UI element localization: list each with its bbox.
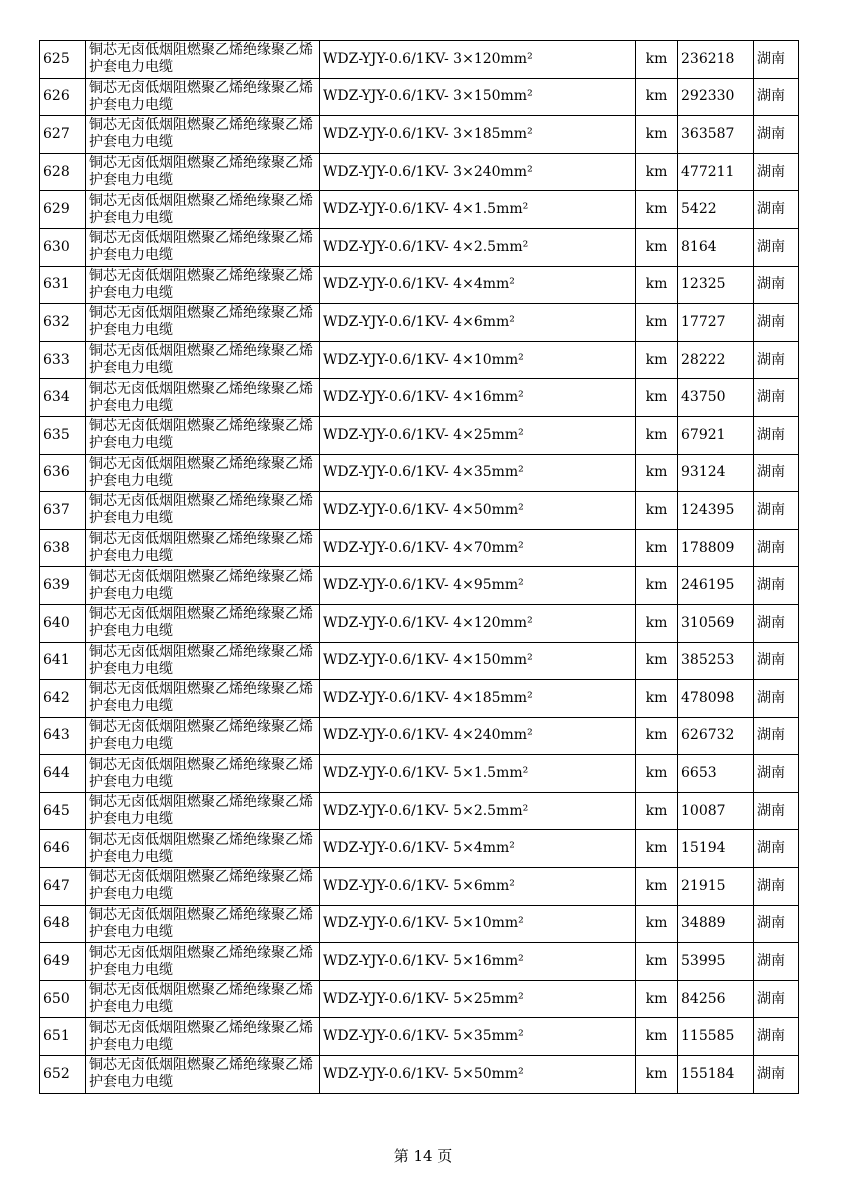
row-number-cell: 640 bbox=[40, 604, 86, 642]
product-name-cell: 铜芯无卤低烟阻燃聚乙烯绝缘聚乙烯护套电力电缆 bbox=[86, 304, 320, 342]
model-spec-cell: WDZ-YJY-0.6/1KV- 4×4mm² bbox=[320, 266, 636, 304]
row-number-cell: 649 bbox=[40, 943, 86, 981]
region-cell: 湖南 bbox=[754, 792, 799, 830]
region-cell: 湖南 bbox=[754, 980, 799, 1018]
table-row bbox=[40, 78, 799, 116]
region-cell: 湖南 bbox=[754, 492, 799, 530]
unit-cell: km bbox=[636, 191, 678, 229]
product-name-cell: 铜芯无卤低烟阻燃聚乙烯绝缘聚乙烯护套电力电缆 bbox=[86, 604, 320, 642]
product-name-cell: 铜芯无卤低烟阻燃聚乙烯绝缘聚乙烯护套电力电缆 bbox=[86, 153, 320, 191]
price-cell: 21915 bbox=[678, 868, 754, 906]
region-cell: 湖南 bbox=[754, 41, 799, 79]
unit-cell: km bbox=[636, 379, 678, 417]
row-number-cell: 639 bbox=[40, 567, 86, 605]
region-cell: 湖南 bbox=[754, 680, 799, 718]
model-spec-cell: WDZ-YJY-0.6/1KV- 3×120mm² bbox=[320, 41, 636, 79]
row-number-cell: 629 bbox=[40, 191, 86, 229]
region-cell: 湖南 bbox=[754, 191, 799, 229]
price-cell: 124395 bbox=[678, 492, 754, 530]
table-row bbox=[40, 416, 799, 454]
unit-cell: km bbox=[636, 567, 678, 605]
unit-cell: km bbox=[636, 266, 678, 304]
unit-cell: km bbox=[636, 41, 678, 79]
model-spec-cell: WDZ-YJY-0.6/1KV- 5×50mm² bbox=[320, 1056, 636, 1094]
region-cell: 湖南 bbox=[754, 1056, 799, 1094]
price-cell: 155184 bbox=[678, 1056, 754, 1094]
model-spec-cell: WDZ-YJY-0.6/1KV- 3×150mm² bbox=[320, 78, 636, 116]
unit-cell: km bbox=[636, 1056, 678, 1094]
table-row bbox=[40, 379, 799, 417]
price-cell: 93124 bbox=[678, 454, 754, 492]
model-spec-cell: WDZ-YJY-0.6/1KV- 5×2.5mm² bbox=[320, 792, 636, 830]
unit-cell: km bbox=[636, 1018, 678, 1056]
row-number-cell: 647 bbox=[40, 868, 86, 906]
table-row bbox=[40, 717, 799, 755]
table-row bbox=[40, 680, 799, 718]
row-number-cell: 641 bbox=[40, 642, 86, 680]
region-cell: 湖南 bbox=[754, 153, 799, 191]
row-number-cell: 625 bbox=[40, 41, 86, 79]
price-cell: 478098 bbox=[678, 680, 754, 718]
model-spec-cell: WDZ-YJY-0.6/1KV- 4×25mm² bbox=[320, 416, 636, 454]
price-cell: 67921 bbox=[678, 416, 754, 454]
model-spec-cell: WDZ-YJY-0.6/1KV- 4×150mm² bbox=[320, 642, 636, 680]
table-row bbox=[40, 642, 799, 680]
price-cell: 10087 bbox=[678, 792, 754, 830]
model-spec-cell: WDZ-YJY-0.6/1KV- 5×10mm² bbox=[320, 905, 636, 943]
unit-cell: km bbox=[636, 529, 678, 567]
region-cell: 湖南 bbox=[754, 529, 799, 567]
product-name-cell: 铜芯无卤低烟阻燃聚乙烯绝缘聚乙烯护套电力电缆 bbox=[86, 492, 320, 530]
model-spec-cell: WDZ-YJY-0.6/1KV- 4×70mm² bbox=[320, 529, 636, 567]
unit-cell: km bbox=[636, 905, 678, 943]
product-name-cell: 铜芯无卤低烟阻燃聚乙烯绝缘聚乙烯护套电力电缆 bbox=[86, 228, 320, 266]
table-row bbox=[40, 868, 799, 906]
table-row bbox=[40, 228, 799, 266]
table-row bbox=[40, 341, 799, 379]
model-spec-cell: WDZ-YJY-0.6/1KV- 5×4mm² bbox=[320, 830, 636, 868]
model-spec-cell: WDZ-YJY-0.6/1KV- 5×16mm² bbox=[320, 943, 636, 981]
model-spec-cell: WDZ-YJY-0.6/1KV- 4×185mm² bbox=[320, 680, 636, 718]
price-cell: 246195 bbox=[678, 567, 754, 605]
model-spec-cell: WDZ-YJY-0.6/1KV- 4×50mm² bbox=[320, 492, 636, 530]
price-cell: 310569 bbox=[678, 604, 754, 642]
product-name-cell: 铜芯无卤低烟阻燃聚乙烯绝缘聚乙烯护套电力电缆 bbox=[86, 642, 320, 680]
model-spec-cell: WDZ-YJY-0.6/1KV- 4×10mm² bbox=[320, 341, 636, 379]
model-spec-cell: WDZ-YJY-0.6/1KV- 5×35mm² bbox=[320, 1018, 636, 1056]
model-spec-cell: WDZ-YJY-0.6/1KV- 4×120mm² bbox=[320, 604, 636, 642]
product-name-cell: 铜芯无卤低烟阻燃聚乙烯绝缘聚乙烯护套电力电缆 bbox=[86, 529, 320, 567]
unit-cell: km bbox=[636, 454, 678, 492]
row-number-cell: 642 bbox=[40, 680, 86, 718]
unit-cell: km bbox=[636, 492, 678, 530]
region-cell: 湖南 bbox=[754, 755, 799, 793]
unit-cell: km bbox=[636, 153, 678, 191]
product-name-cell: 铜芯无卤低烟阻燃聚乙烯绝缘聚乙烯护套电力电缆 bbox=[86, 266, 320, 304]
model-spec-cell: WDZ-YJY-0.6/1KV- 5×6mm² bbox=[320, 868, 636, 906]
table-row bbox=[40, 830, 799, 868]
product-name-cell: 铜芯无卤低烟阻燃聚乙烯绝缘聚乙烯护套电力电缆 bbox=[86, 792, 320, 830]
table-row bbox=[40, 116, 799, 154]
product-name-cell: 铜芯无卤低烟阻燃聚乙烯绝缘聚乙烯护套电力电缆 bbox=[86, 717, 320, 755]
price-cell: 236218 bbox=[678, 41, 754, 79]
unit-cell: km bbox=[636, 792, 678, 830]
unit-cell: km bbox=[636, 604, 678, 642]
region-cell: 湖南 bbox=[754, 1018, 799, 1056]
table-row bbox=[40, 943, 799, 981]
row-number-cell: 643 bbox=[40, 717, 86, 755]
row-number-cell: 631 bbox=[40, 266, 86, 304]
product-name-cell: 铜芯无卤低烟阻燃聚乙烯绝缘聚乙烯护套电力电缆 bbox=[86, 680, 320, 718]
table-row bbox=[40, 304, 799, 342]
price-table bbox=[39, 40, 799, 1094]
region-cell: 湖南 bbox=[754, 642, 799, 680]
row-number-cell: 627 bbox=[40, 116, 86, 154]
unit-cell: km bbox=[636, 980, 678, 1018]
model-spec-cell: WDZ-YJY-0.6/1KV- 4×1.5mm² bbox=[320, 191, 636, 229]
row-number-cell: 633 bbox=[40, 341, 86, 379]
unit-cell: km bbox=[636, 78, 678, 116]
row-number-cell: 644 bbox=[40, 755, 86, 793]
page-number: 第 14 页 bbox=[393, 1147, 453, 1165]
region-cell: 湖南 bbox=[754, 78, 799, 116]
row-number-cell: 636 bbox=[40, 454, 86, 492]
product-name-cell: 铜芯无卤低烟阻燃聚乙烯绝缘聚乙烯护套电力电缆 bbox=[86, 416, 320, 454]
product-name-cell: 铜芯无卤低烟阻燃聚乙烯绝缘聚乙烯护套电力电缆 bbox=[86, 1018, 320, 1056]
price-cell: 53995 bbox=[678, 943, 754, 981]
price-cell: 6653 bbox=[678, 755, 754, 793]
product-name-cell: 铜芯无卤低烟阻燃聚乙烯绝缘聚乙烯护套电力电缆 bbox=[86, 830, 320, 868]
row-number-cell: 632 bbox=[40, 304, 86, 342]
model-spec-cell: WDZ-YJY-0.6/1KV- 5×1.5mm² bbox=[320, 755, 636, 793]
unit-cell: km bbox=[636, 943, 678, 981]
price-cell: 115585 bbox=[678, 1018, 754, 1056]
region-cell: 湖南 bbox=[754, 830, 799, 868]
product-name-cell: 铜芯无卤低烟阻燃聚乙烯绝缘聚乙烯护套电力电缆 bbox=[86, 943, 320, 981]
price-cell: 28222 bbox=[678, 341, 754, 379]
model-spec-cell: WDZ-YJY-0.6/1KV- 4×6mm² bbox=[320, 304, 636, 342]
row-number-cell: 648 bbox=[40, 905, 86, 943]
row-number-cell: 628 bbox=[40, 153, 86, 191]
region-cell: 湖南 bbox=[754, 604, 799, 642]
price-cell: 15194 bbox=[678, 830, 754, 868]
table-row bbox=[40, 604, 799, 642]
region-cell: 湖南 bbox=[754, 943, 799, 981]
region-cell: 湖南 bbox=[754, 304, 799, 342]
unit-cell: km bbox=[636, 830, 678, 868]
region-cell: 湖南 bbox=[754, 717, 799, 755]
row-number-cell: 652 bbox=[40, 1056, 86, 1094]
row-number-cell: 638 bbox=[40, 529, 86, 567]
region-cell: 湖南 bbox=[754, 905, 799, 943]
table-row bbox=[40, 905, 799, 943]
row-number-cell: 646 bbox=[40, 830, 86, 868]
region-cell: 湖南 bbox=[754, 379, 799, 417]
region-cell: 湖南 bbox=[754, 266, 799, 304]
table-row bbox=[40, 755, 799, 793]
product-name-cell: 铜芯无卤低烟阻燃聚乙烯绝缘聚乙烯护套电力电缆 bbox=[86, 868, 320, 906]
region-cell: 湖南 bbox=[754, 454, 799, 492]
row-number-cell: 645 bbox=[40, 792, 86, 830]
price-cell: 363587 bbox=[678, 116, 754, 154]
row-number-cell: 637 bbox=[40, 492, 86, 530]
row-number-cell: 626 bbox=[40, 78, 86, 116]
product-name-cell: 铜芯无卤低烟阻燃聚乙烯绝缘聚乙烯护套电力电缆 bbox=[86, 567, 320, 605]
product-name-cell: 铜芯无卤低烟阻燃聚乙烯绝缘聚乙烯护套电力电缆 bbox=[86, 191, 320, 229]
region-cell: 湖南 bbox=[754, 868, 799, 906]
model-spec-cell: WDZ-YJY-0.6/1KV- 4×16mm² bbox=[320, 379, 636, 417]
price-cell: 12325 bbox=[678, 266, 754, 304]
region-cell: 湖南 bbox=[754, 116, 799, 154]
model-spec-cell: WDZ-YJY-0.6/1KV- 4×240mm² bbox=[320, 717, 636, 755]
row-number-cell: 635 bbox=[40, 416, 86, 454]
model-spec-cell: WDZ-YJY-0.6/1KV- 3×240mm² bbox=[320, 153, 636, 191]
model-spec-cell: WDZ-YJY-0.6/1KV- 4×95mm² bbox=[320, 567, 636, 605]
table-row bbox=[40, 454, 799, 492]
row-number-cell: 634 bbox=[40, 379, 86, 417]
unit-cell: km bbox=[636, 642, 678, 680]
table-row bbox=[40, 980, 799, 1018]
unit-cell: km bbox=[636, 228, 678, 266]
price-cell: 178809 bbox=[678, 529, 754, 567]
table-row bbox=[40, 492, 799, 530]
table-row bbox=[40, 191, 799, 229]
table-row bbox=[40, 567, 799, 605]
table-row bbox=[40, 1056, 799, 1094]
price-cell: 34889 bbox=[678, 905, 754, 943]
product-name-cell: 铜芯无卤低烟阻燃聚乙烯绝缘聚乙烯护套电力电缆 bbox=[86, 341, 320, 379]
unit-cell: km bbox=[636, 717, 678, 755]
product-name-cell: 铜芯无卤低烟阻燃聚乙烯绝缘聚乙烯护套电力电缆 bbox=[86, 1056, 320, 1094]
price-cell: 8164 bbox=[678, 228, 754, 266]
product-name-cell: 铜芯无卤低烟阻燃聚乙烯绝缘聚乙烯护套电力电缆 bbox=[86, 41, 320, 79]
product-name-cell: 铜芯无卤低烟阻燃聚乙烯绝缘聚乙烯护套电力电缆 bbox=[86, 78, 320, 116]
table-row bbox=[40, 529, 799, 567]
unit-cell: km bbox=[636, 416, 678, 454]
row-number-cell: 651 bbox=[40, 1018, 86, 1056]
region-cell: 湖南 bbox=[754, 416, 799, 454]
region-cell: 湖南 bbox=[754, 567, 799, 605]
price-cell: 5422 bbox=[678, 191, 754, 229]
model-spec-cell: WDZ-YJY-0.6/1KV- 5×25mm² bbox=[320, 980, 636, 1018]
product-name-cell: 铜芯无卤低烟阻燃聚乙烯绝缘聚乙烯护套电力电缆 bbox=[86, 379, 320, 417]
price-cell: 626732 bbox=[678, 717, 754, 755]
table-row bbox=[40, 153, 799, 191]
unit-cell: km bbox=[636, 680, 678, 718]
model-spec-cell: WDZ-YJY-0.6/1KV- 4×2.5mm² bbox=[320, 228, 636, 266]
price-cell: 477211 bbox=[678, 153, 754, 191]
model-spec-cell: WDZ-YJY-0.6/1KV- 4×35mm² bbox=[320, 454, 636, 492]
product-name-cell: 铜芯无卤低烟阻燃聚乙烯绝缘聚乙烯护套电力电缆 bbox=[86, 905, 320, 943]
table-row bbox=[40, 41, 799, 79]
row-number-cell: 650 bbox=[40, 980, 86, 1018]
price-cell: 43750 bbox=[678, 379, 754, 417]
price-table-body bbox=[40, 41, 799, 1094]
price-cell: 385253 bbox=[678, 642, 754, 680]
unit-cell: km bbox=[636, 304, 678, 342]
product-name-cell: 铜芯无卤低烟阻燃聚乙烯绝缘聚乙烯护套电力电缆 bbox=[86, 755, 320, 793]
product-name-cell: 铜芯无卤低烟阻燃聚乙烯绝缘聚乙烯护套电力电缆 bbox=[86, 454, 320, 492]
unit-cell: km bbox=[636, 341, 678, 379]
price-cell: 292330 bbox=[678, 78, 754, 116]
table-row bbox=[40, 266, 799, 304]
product-name-cell: 铜芯无卤低烟阻燃聚乙烯绝缘聚乙烯护套电力电缆 bbox=[86, 116, 320, 154]
table-row bbox=[40, 792, 799, 830]
price-cell: 84256 bbox=[678, 980, 754, 1018]
table-row bbox=[40, 1018, 799, 1056]
row-number-cell: 630 bbox=[40, 228, 86, 266]
unit-cell: km bbox=[636, 755, 678, 793]
product-name-cell: 铜芯无卤低烟阻燃聚乙烯绝缘聚乙烯护套电力电缆 bbox=[86, 980, 320, 1018]
model-spec-cell: WDZ-YJY-0.6/1KV- 3×185mm² bbox=[320, 116, 636, 154]
unit-cell: km bbox=[636, 868, 678, 906]
region-cell: 湖南 bbox=[754, 228, 799, 266]
region-cell: 湖南 bbox=[754, 341, 799, 379]
price-cell: 17727 bbox=[678, 304, 754, 342]
unit-cell: km bbox=[636, 116, 678, 154]
